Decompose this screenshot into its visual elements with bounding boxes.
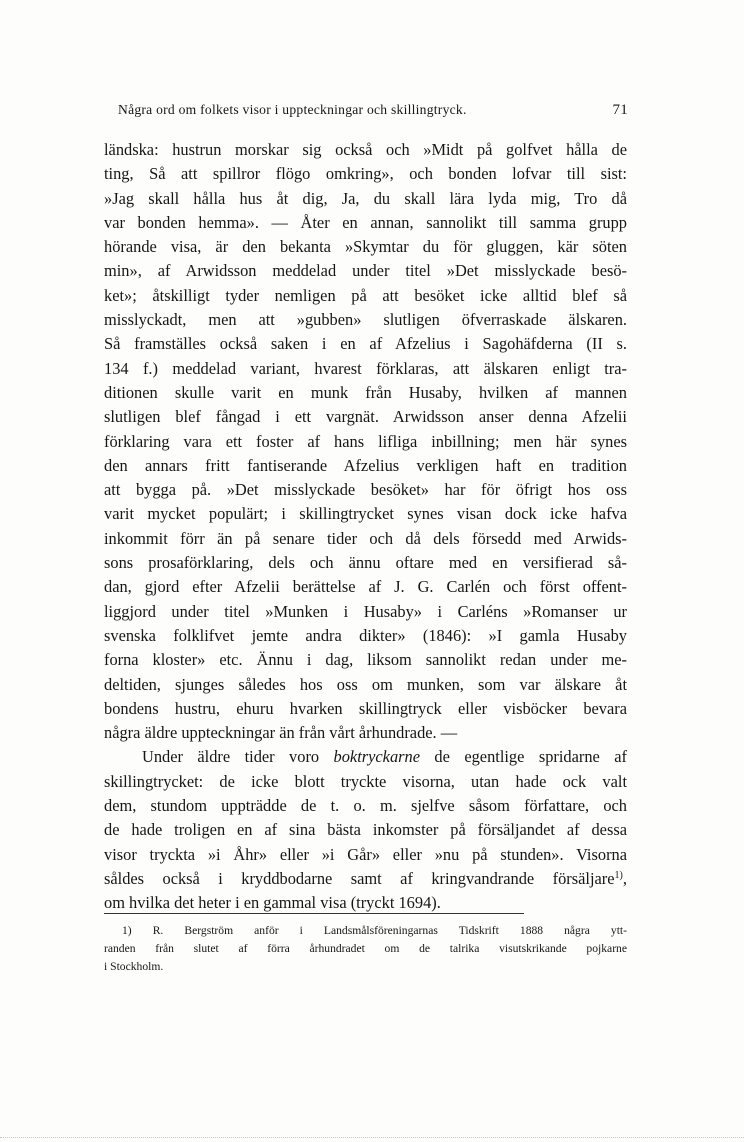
body-text bbox=[104, 138, 627, 916]
text-line: förklaring vara ett foster af hans lifliga inbillning; men här synes bbox=[104, 431, 627, 451]
text-line: visor tryckta »i Åhr» eller »i Går» eller »nu på stunden». Visorna bbox=[104, 844, 627, 864]
text-line: var bonden hemma». — Åter en annan, sannolikt till samma grupp bbox=[104, 212, 627, 232]
text-line: svenska folklifvet jemte andra dikter» (1846): »I gamla Husaby bbox=[104, 625, 627, 645]
text-line: liggjord under titel »Munken i Husaby» i Carléns »Romanser ur bbox=[104, 601, 627, 621]
text-line: min», af Arwidsson meddelad under titel »Det misslyckade besö- bbox=[104, 261, 627, 281]
text-line: »Jag skall hålla hus åt dig, Ja, du skall lära lyda mig, Tro då bbox=[104, 188, 627, 208]
text-line bbox=[104, 867, 627, 891]
text-line: varit mycket populärt; i skillingtrycket synes visan dock icke hafva bbox=[104, 504, 627, 524]
text-line: slutligen blef fångad i ett vargnät. Arwidsson anser denna Afzelii bbox=[104, 407, 627, 427]
footnote-line: 1) R. Bergström anför i Landsmålsföreningarnas Tidskrift 1888 några ytt- bbox=[122, 924, 627, 937]
text-fragment: Under äldre tider voro bbox=[142, 747, 334, 767]
text-line: de hade troligen en af sina bästa inkomster på försäljandet af dessa bbox=[104, 820, 627, 840]
scan-edge-divider bbox=[0, 1137, 744, 1138]
text-line: den annars fritt fantiserande Afzelius verkligen haft en tradition bbox=[104, 455, 627, 475]
text-line: Så framställes också saken i en af Afzelius i Sagohäfderna (II s. bbox=[104, 334, 627, 354]
text-line: 134 f.) meddelad variant, hvarest förklaras, att älskaren enligt tra- bbox=[104, 358, 627, 378]
footnote-marker: 1) bbox=[614, 869, 623, 881]
text-line: inkommit förr än på senare tider och då dels försedd med Arwids- bbox=[104, 528, 627, 548]
text-fragment: såldes också i kryddbodarne samt af kringvandrande försäljare bbox=[104, 868, 615, 888]
footnote-line: randen från slutet af förra århundradet om de talrika visutskrikande pojkarne bbox=[104, 942, 627, 955]
text-line: ditionen skulle varit en munk från Husaby, hvilken af mannen bbox=[104, 382, 627, 402]
text-fragment: , bbox=[622, 868, 627, 888]
footnotes bbox=[104, 922, 627, 976]
text-line: misslyckadt, men att »gubben» slutligen öfverraskade älskaren. bbox=[104, 310, 627, 330]
footnote-line: i Stockholm. bbox=[104, 960, 164, 973]
emphasis-boktryckarne: boktryckarne bbox=[333, 747, 420, 767]
text-line: att bygga på. »Det misslyckade besöket» har för öfrigt hos oss bbox=[104, 480, 627, 500]
text-line: hörande visa, är den bekanta »Skymtar du för gluggen, kär söten bbox=[104, 237, 627, 257]
text-line: ket»; åtskilligt tyder nemligen på att besöket icke alltid blef så bbox=[104, 285, 627, 305]
text-line: dem, stundom uppträdde de t. o. m. sjelfve såsom författare, och bbox=[104, 796, 627, 816]
text-line: forna kloster» etc. Ännu i dag, liksom sannolikt redan under me- bbox=[104, 650, 627, 670]
text-fragment: de egentlige spridarne af bbox=[420, 747, 627, 767]
page-number: 71 bbox=[612, 102, 628, 118]
text-line: bondens hustru, ehuru hvarken skillingtryck eller visböcker bevara bbox=[104, 698, 627, 718]
text-line: några äldre uppteckningar än från vårt århundrade. — bbox=[104, 723, 458, 743]
running-title: Några ord om folkets visor i uppteckningar och skillingtryck. bbox=[118, 102, 467, 117]
text-line: ting, Så att spillror flögo omkring», och bonden lofvar till sist: bbox=[104, 164, 627, 184]
text-line: ländska: hustrun morskar sig också och »Midt på golfvet hålla de bbox=[104, 140, 627, 159]
text-line: om hvilka det heter i en gammal visa (tryckt 1694). bbox=[104, 893, 441, 913]
running-header bbox=[118, 102, 628, 126]
footnote-divider bbox=[104, 913, 524, 914]
paragraph-start-line bbox=[104, 745, 627, 769]
text-line: sons prosaförklaring, dels och ännu oftare med en versifierad så- bbox=[104, 553, 627, 573]
text-line: skillingtrycket: de icke blott tryckte visorna, utan hade ock valt bbox=[104, 771, 627, 791]
text-line: deltiden, sjunges således hos oss om munken, som var älskare åt bbox=[104, 674, 627, 694]
text-line: dan, gjord efter Afzelii berättelse af J. G. Carlén och först offent- bbox=[104, 577, 627, 597]
